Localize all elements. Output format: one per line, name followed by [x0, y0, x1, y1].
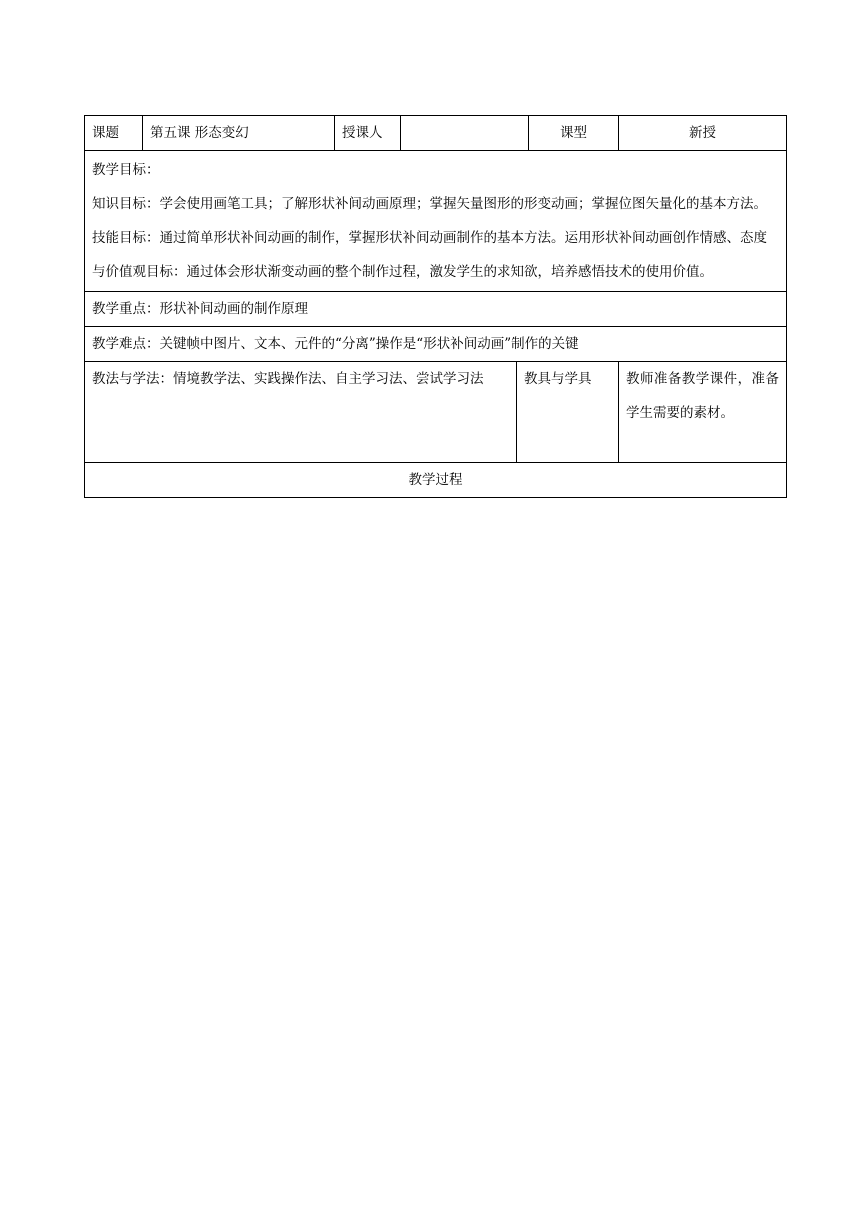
objectives-heading: 教学目标：: [92, 162, 160, 178]
objectives-row: [85, 151, 787, 292]
tools-label: 教具与学具: [517, 362, 619, 463]
process-heading: 教学过程: [85, 463, 787, 498]
methods-row: [85, 362, 787, 463]
topic-value: 第五课 形态变幻: [143, 116, 335, 151]
tools-value: 教师准备教学课件，准备学生需要的素材。: [619, 362, 787, 463]
knowledge-objective: 知识目标：学会使用画笔工具；了解形状补间动画原理；掌握矢量图形的形变动画；掌握位图矢量化的基本方法。: [92, 196, 767, 212]
skill-objective: 技能目标：通过简单形状补间动画的制作，掌握形状补间动画制作的基本方法。运用形状补间动画创作情感、态度与价值观目标：通过体会形状渐变动画的整个制作过程，激发学生的求知欲，培养感悟技术的使用价值。: [92, 230, 767, 280]
topic-label: 课题: [85, 116, 143, 151]
key-point: 教学重点：形状补间动画的制作原理: [85, 292, 787, 327]
lesson-plan-table: [84, 115, 787, 498]
methods-text: 教法与学法：情境教学法、实践操作法、自主学习法、尝试学习法: [85, 362, 517, 463]
header-row: [85, 116, 787, 151]
type-label: 课型: [529, 116, 619, 151]
difficulty-row: [85, 327, 787, 362]
difficulty: 教学难点：关键帧中图片、文本、元件的“分离”操作是“形状补间动画”制作的关键: [85, 327, 787, 362]
key-point-row: [85, 292, 787, 327]
teacher-label: 授课人: [335, 116, 401, 151]
teacher-value: [401, 116, 529, 151]
process-row: [85, 463, 787, 498]
type-value: 新授: [619, 116, 787, 151]
objectives-cell: [85, 151, 787, 292]
